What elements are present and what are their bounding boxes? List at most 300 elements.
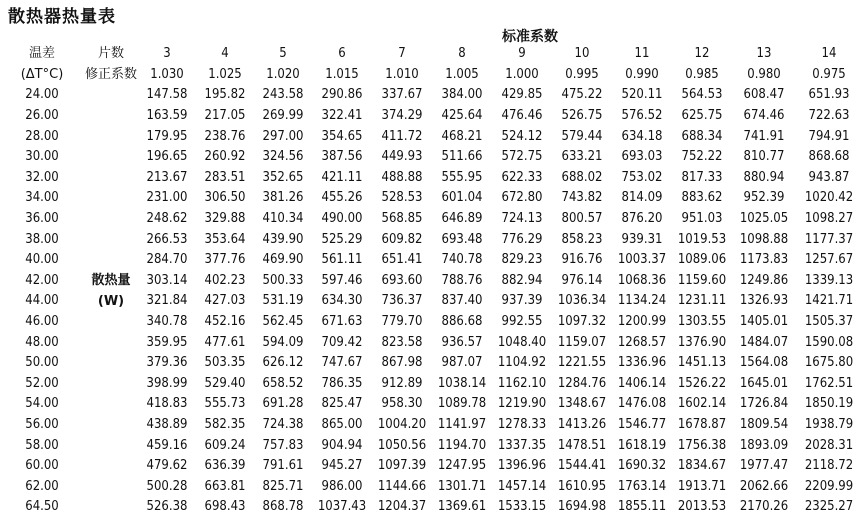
heat-value-cell: 868.78 xyxy=(262,499,304,515)
pieces-count-cell: 3 xyxy=(163,46,171,62)
heat-value-cell: 693.48 xyxy=(441,231,483,247)
heat-value-cell: 384.00 xyxy=(441,87,483,103)
heat-value-cell: 195.82 xyxy=(204,87,246,103)
temp-diff-cell: 62.00 xyxy=(25,478,59,494)
heat-value-cell: 1249.86 xyxy=(739,272,789,288)
heat-value-cell: 213.67 xyxy=(146,169,188,185)
heat-value-cell: 427.03 xyxy=(204,293,246,309)
heat-value-cell: 976.14 xyxy=(561,272,603,288)
pieces-count-cell: 11 xyxy=(634,46,650,62)
heat-value-cell: 1546.77 xyxy=(617,416,667,432)
heat-value-cell: 303.14 xyxy=(146,272,188,288)
heat-value-cell: 776.29 xyxy=(501,231,543,247)
heat-value-cell: 582.35 xyxy=(204,416,246,432)
heat-value-cell: 322.41 xyxy=(321,108,363,124)
table-row xyxy=(0,229,862,250)
heat-value-cell: 1037.43 xyxy=(317,499,367,515)
heat-value-cell: 468.21 xyxy=(441,128,483,144)
temp-diff-label: 温差 xyxy=(28,46,55,62)
heat-value-cell: 266.53 xyxy=(146,231,188,247)
heat-value-cell: 1038.14 xyxy=(437,375,487,391)
heat-value-cell: 379.36 xyxy=(146,355,188,371)
heat-value-cell: 601.04 xyxy=(441,190,483,206)
empty-cell xyxy=(84,85,138,106)
heat-value-cell: 886.68 xyxy=(441,314,483,330)
heat-value-cell: 321.84 xyxy=(146,293,188,309)
heat-value-cell: 1337.35 xyxy=(497,437,547,453)
heat-value-cell: 823.58 xyxy=(381,334,423,350)
heat-value-cell: 651.93 xyxy=(808,87,850,103)
heat-value-cell: 381.26 xyxy=(262,190,304,206)
heat-value-cell: 817.33 xyxy=(681,169,723,185)
heat-value-cell: 511.66 xyxy=(441,149,483,165)
heat-value-cell: 1159.60 xyxy=(677,272,727,288)
heat-value-cell: 374.29 xyxy=(381,108,423,124)
heat-value-cell: 418.83 xyxy=(146,396,188,412)
empty-cell xyxy=(84,168,138,189)
coefficient-cell: 1.010 xyxy=(385,66,419,82)
table-row xyxy=(0,188,862,209)
heat-value-cell: 2013.53 xyxy=(677,499,727,515)
heat-value-cell: 572.75 xyxy=(501,149,543,165)
heat-value-cell: 1376.90 xyxy=(677,334,727,350)
heat-value-cell: 402.23 xyxy=(204,272,246,288)
heat-value-cell: 992.55 xyxy=(501,314,543,330)
heat-value-cell: 1694.98 xyxy=(557,499,607,515)
temp-diff-cell: 48.00 xyxy=(25,334,59,350)
heat-value-cell: 698.43 xyxy=(204,499,246,515)
heat-value-cell: 398.99 xyxy=(146,375,188,391)
empty-cell xyxy=(84,415,138,436)
empty-cell xyxy=(84,229,138,250)
heat-value-cell: 672.80 xyxy=(501,190,543,206)
empty-cell xyxy=(84,147,138,168)
heat-value-cell: 359.95 xyxy=(146,334,188,350)
heat-value-cell: 1610.95 xyxy=(557,478,607,494)
table-row xyxy=(0,271,862,292)
pieces-count-cell: 8 xyxy=(458,46,466,62)
heat-value-cell: 1019.53 xyxy=(677,231,727,247)
table-row xyxy=(0,456,862,477)
pieces-label: 片数 xyxy=(97,46,124,62)
heat-value-cell: 1097.39 xyxy=(377,458,427,474)
heat-output-label: 散热量 xyxy=(91,273,131,289)
heat-value-cell: 410.34 xyxy=(262,211,304,227)
heat-value-cell: 1406.14 xyxy=(617,375,667,391)
heat-value-cell: 421.11 xyxy=(321,169,363,185)
heat-value-cell: 876.20 xyxy=(621,211,663,227)
table-row xyxy=(0,476,862,497)
heat-value-cell: 269.99 xyxy=(262,108,304,124)
heat-value-cell: 951.03 xyxy=(681,211,723,227)
heat-value-cell: 786.35 xyxy=(321,375,363,391)
heat-value-cell: 1303.55 xyxy=(677,314,727,330)
heat-value-cell: 883.62 xyxy=(681,190,723,206)
heat-value-cell: 340.78 xyxy=(146,314,188,330)
heat-value-cell: 1177.37 xyxy=(804,231,854,247)
heat-value-cell: 743.82 xyxy=(561,190,603,206)
heat-value-cell: 825.47 xyxy=(321,396,363,412)
table-row xyxy=(0,353,862,374)
heat-value-cell: 674.46 xyxy=(743,108,785,124)
heat-value-cell: 622.33 xyxy=(501,169,543,185)
heat-value-cell: 438.89 xyxy=(146,416,188,432)
heat-value-cell: 337.67 xyxy=(381,87,423,103)
heat-value-cell: 1089.78 xyxy=(437,396,487,412)
heat-value-cell: 1348.67 xyxy=(557,396,607,412)
heat-value-cell: 791.61 xyxy=(262,458,304,474)
temp-diff-cell: 26.00 xyxy=(25,108,59,124)
heat-value-cell: 1421.71 xyxy=(804,293,854,309)
heat-value-cell: 651.41 xyxy=(381,252,423,268)
heat-value-cell: 1104.92 xyxy=(497,355,547,371)
temp-diff-cell: 58.00 xyxy=(25,437,59,453)
table-row xyxy=(0,106,862,127)
empty-cell xyxy=(84,188,138,209)
temp-diff-cell: 64.50 xyxy=(25,499,59,515)
heat-value-cell: 529.40 xyxy=(204,375,246,391)
heat-value-cell: 147.58 xyxy=(146,87,188,103)
coefficient-header-row xyxy=(0,65,862,86)
heat-value-cell: 943.87 xyxy=(808,169,850,185)
coefficient-cell: 1.015 xyxy=(325,66,359,82)
pieces-count-cell: 9 xyxy=(518,46,526,62)
heat-value-cell: 500.28 xyxy=(146,478,188,494)
heat-value-cell: 1834.67 xyxy=(677,458,727,474)
heat-value-cell: 1977.47 xyxy=(739,458,789,474)
heat-value-cell: 525.29 xyxy=(321,231,363,247)
heat-value-cell: 1036.34 xyxy=(557,293,607,309)
heat-value-cell: 243.58 xyxy=(262,87,304,103)
coefficient-cell: 1.000 xyxy=(505,66,539,82)
heat-value-cell: 663.81 xyxy=(204,478,246,494)
pieces-count-cell: 14 xyxy=(821,46,837,62)
heat-value-cell: 1326.93 xyxy=(739,293,789,309)
heat-value-cell: 1003.37 xyxy=(617,252,667,268)
heat-value-cell: 353.64 xyxy=(204,231,246,247)
heat-value-cell: 788.76 xyxy=(441,272,483,288)
heat-value-cell: 1505.37 xyxy=(804,314,854,330)
temp-diff-cell: 36.00 xyxy=(25,211,59,227)
table-row xyxy=(0,312,862,333)
heat-value-cell: 564.53 xyxy=(681,87,723,103)
coefficient-cell: 0.975 xyxy=(812,66,846,82)
temp-diff-cell: 52.00 xyxy=(25,375,59,391)
temp-diff-cell: 32.00 xyxy=(25,169,59,185)
heat-value-cell: 568.85 xyxy=(381,211,423,227)
heat-value-cell: 829.23 xyxy=(501,252,543,268)
empty-cell xyxy=(84,332,138,353)
heat-value-cell: 576.52 xyxy=(621,108,663,124)
standard-coefficient-header: 标准系数 xyxy=(502,29,558,45)
heat-value-cell: 1396.96 xyxy=(497,458,547,474)
empty-cell xyxy=(84,209,138,230)
heat-value-cell: 2170.26 xyxy=(739,499,789,515)
heat-value-cell: 693.60 xyxy=(381,272,423,288)
heat-value-cell: 868.68 xyxy=(808,149,850,165)
heat-value-cell: 1526.22 xyxy=(677,375,727,391)
heat-value-cell: 724.38 xyxy=(262,416,304,432)
heat-value-cell: 1134.24 xyxy=(617,293,667,309)
heat-value-cell: 1618.19 xyxy=(617,437,667,453)
heat-value-cell: 439.90 xyxy=(262,231,304,247)
heat-value-cell: 520.11 xyxy=(621,87,663,103)
heat-value-cell: 1200.99 xyxy=(617,314,667,330)
heat-value-cell: 231.00 xyxy=(146,190,188,206)
heat-value-cell: 1020.42 xyxy=(804,190,854,206)
temp-diff-cell: 50.00 xyxy=(25,355,59,371)
heat-value-cell: 1809.54 xyxy=(739,416,789,432)
pieces-count-cell: 7 xyxy=(398,46,406,62)
heat-value-cell: 1690.32 xyxy=(617,458,667,474)
heat-value-cell: 1726.84 xyxy=(739,396,789,412)
heat-value-cell: 625.75 xyxy=(681,108,723,124)
heat-value-cell: 500.33 xyxy=(262,272,304,288)
heat-value-cell: 329.88 xyxy=(204,211,246,227)
heat-value-cell: 1144.66 xyxy=(377,478,427,494)
heat-value-cell: 1762.51 xyxy=(804,375,854,391)
heat-value-cell: 609.24 xyxy=(204,437,246,453)
heat-value-cell: 1194.70 xyxy=(437,437,487,453)
heat-value-cell: 1478.51 xyxy=(557,437,607,453)
empty-cell xyxy=(84,353,138,374)
heat-value-cell: 916.76 xyxy=(561,252,603,268)
temp-diff-cell: 38.00 xyxy=(25,231,59,247)
coefficient-cell: 0.990 xyxy=(625,66,659,82)
heat-value-cell: 1413.26 xyxy=(557,416,607,432)
heat-value-cell: 1231.11 xyxy=(677,293,727,309)
heat-value-cell: 1068.36 xyxy=(617,272,667,288)
heat-value-cell: 736.37 xyxy=(381,293,423,309)
heat-value-cell: 1938.79 xyxy=(804,416,854,432)
table-row xyxy=(0,250,862,271)
empty-cell xyxy=(84,312,138,333)
heat-value-cell: 634.18 xyxy=(621,128,663,144)
table-row xyxy=(0,168,862,189)
heat-value-cell: 449.93 xyxy=(381,149,423,165)
heat-value-cell: 503.35 xyxy=(204,355,246,371)
coefficient-cell: 1.025 xyxy=(208,66,242,82)
heat-value-cell: 196.65 xyxy=(146,149,188,165)
coefficient-cell: 1.030 xyxy=(150,66,184,82)
heat-value-cell: 691.28 xyxy=(262,396,304,412)
heat-value-cell: 1336.96 xyxy=(617,355,667,371)
heat-value-cell: 952.39 xyxy=(743,190,785,206)
heat-value-cell: 1675.80 xyxy=(804,355,854,371)
heat-value-cell: 752.22 xyxy=(681,149,723,165)
empty-cell xyxy=(84,250,138,271)
table-row xyxy=(0,435,862,456)
heat-value-cell: 646.89 xyxy=(441,211,483,227)
heat-value-cell: 477.61 xyxy=(204,334,246,350)
heat-value-cell: 1405.01 xyxy=(739,314,789,330)
heat-value-cell: 936.57 xyxy=(441,334,483,350)
heat-value-cell: 459.16 xyxy=(146,437,188,453)
table-row xyxy=(0,332,862,353)
temp-diff-cell: 56.00 xyxy=(25,416,59,432)
empty-cell xyxy=(84,394,138,415)
heat-value-cell: 2209.99 xyxy=(804,478,854,494)
temp-diff-cell: 30.00 xyxy=(25,149,59,165)
empty-cell xyxy=(84,106,138,127)
table-row xyxy=(0,85,862,106)
heat-value-cell: 479.62 xyxy=(146,458,188,474)
temp-diff-cell: 54.00 xyxy=(25,396,59,412)
temp-diff-cell: 34.00 xyxy=(25,190,59,206)
heat-value-cell: 1850.19 xyxy=(804,396,854,412)
coefficient-label: 修正系数 xyxy=(84,66,137,82)
heat-value-cell: 671.63 xyxy=(321,314,363,330)
heat-value-cell: 411.72 xyxy=(381,128,423,144)
heat-value-cell: 814.09 xyxy=(621,190,663,206)
heat-value-cell: 476.46 xyxy=(501,108,543,124)
heat-value-cell: 1268.57 xyxy=(617,334,667,350)
heat-value-cell: 469.90 xyxy=(262,252,304,268)
heat-value-cell: 1602.14 xyxy=(677,396,727,412)
heat-value-cell: 794.91 xyxy=(808,128,850,144)
heat-value-cell: 425.64 xyxy=(441,108,483,124)
heat-value-cell: 1645.01 xyxy=(739,375,789,391)
heat-value-cell: 1339.13 xyxy=(804,272,854,288)
heat-value-cell: 1284.76 xyxy=(557,375,607,391)
heat-value-cell: 688.34 xyxy=(681,128,723,144)
heat-value-cell: 1089.06 xyxy=(677,252,727,268)
heat-value-cell: 865.00 xyxy=(321,416,363,432)
heat-value-cell: 2118.72 xyxy=(804,458,854,474)
pieces-header-row xyxy=(0,44,862,65)
table-row xyxy=(0,126,862,147)
heat-value-cell: 1004.20 xyxy=(377,416,427,432)
heat-value-cell: 740.78 xyxy=(441,252,483,268)
heat-value-cell: 810.77 xyxy=(743,149,785,165)
heat-value-cell: 724.13 xyxy=(501,211,543,227)
heat-value-cell: 1476.08 xyxy=(617,396,667,412)
heat-value-cell: 526.38 xyxy=(146,499,188,515)
heat-value-cell: 1893.09 xyxy=(739,437,789,453)
heat-value-cell: 722.63 xyxy=(808,108,850,124)
heat-value-cell: 912.89 xyxy=(381,375,423,391)
heat-value-cell: 688.02 xyxy=(561,169,603,185)
heat-value-cell: 284.70 xyxy=(146,252,188,268)
heat-value-cell: 1162.10 xyxy=(497,375,547,391)
heat-value-cell: 1763.14 xyxy=(617,478,667,494)
heat-value-cell: 1533.15 xyxy=(497,499,547,515)
heat-value-cell: 238.76 xyxy=(204,128,246,144)
empty-cell xyxy=(84,456,138,477)
heat-value-cell: 937.39 xyxy=(501,293,543,309)
empty-cell xyxy=(84,476,138,497)
heat-value-cell: 352.65 xyxy=(262,169,304,185)
heat-value-cell: 555.95 xyxy=(441,169,483,185)
heat-value-cell: 1219.90 xyxy=(497,396,547,412)
heat-value-cell: 1564.08 xyxy=(739,355,789,371)
coefficient-cell: 0.980 xyxy=(747,66,781,82)
heat-value-cell: 597.46 xyxy=(321,272,363,288)
heat-value-cell: 1025.05 xyxy=(739,211,789,227)
heat-value-cell: 1484.07 xyxy=(739,334,789,350)
page-title: 散热器热量表 xyxy=(8,7,116,27)
heat-value-cell: 626.12 xyxy=(262,355,304,371)
heat-value-cell: 1590.08 xyxy=(804,334,854,350)
heat-value-cell: 658.52 xyxy=(262,375,304,391)
temp-diff-cell: 28.00 xyxy=(25,128,59,144)
heat-value-cell: 986.00 xyxy=(321,478,363,494)
temp-diff-cell: 60.00 xyxy=(25,458,59,474)
pieces-count-cell: 10 xyxy=(574,46,590,62)
pieces-count-cell: 12 xyxy=(694,46,710,62)
heat-value-cell: 633.21 xyxy=(561,149,603,165)
heat-value-cell: 800.57 xyxy=(561,211,603,227)
temp-unit-label: (ΔT°C) xyxy=(20,66,64,82)
heat-value-cell: 1678.87 xyxy=(677,416,727,432)
heat-value-cell: 524.12 xyxy=(501,128,543,144)
heat-value-cell: 608.47 xyxy=(743,87,785,103)
heat-value-cell: 1278.33 xyxy=(497,416,547,432)
heat-value-cell: 1247.95 xyxy=(437,458,487,474)
coefficient-cell: 0.995 xyxy=(565,66,599,82)
heat-value-cell: 880.94 xyxy=(743,169,785,185)
heat-output-table xyxy=(0,44,862,518)
heat-value-cell: 1457.14 xyxy=(497,478,547,494)
heat-value-cell: 1369.61 xyxy=(437,499,487,515)
heat-value-cell: 248.62 xyxy=(146,211,188,227)
heat-value-cell: 429.85 xyxy=(501,87,543,103)
pieces-count-cell: 6 xyxy=(338,46,346,62)
heat-value-cell: 260.92 xyxy=(204,149,246,165)
table-row xyxy=(0,374,862,395)
coefficient-cell: 0.985 xyxy=(685,66,719,82)
heat-value-cell: 526.75 xyxy=(561,108,603,124)
heat-value-cell: 747.67 xyxy=(321,355,363,371)
coefficient-cell: 1.005 xyxy=(445,66,479,82)
heat-value-cell: 531.19 xyxy=(262,293,304,309)
heat-value-cell: 1257.67 xyxy=(804,252,854,268)
heat-value-cell: 217.05 xyxy=(204,108,246,124)
table-row xyxy=(0,147,862,168)
heat-value-cell: 825.71 xyxy=(262,478,304,494)
heat-value-cell: 1544.41 xyxy=(557,458,607,474)
heat-value-cell: 1098.27 xyxy=(804,211,854,227)
heat-output-unit: (W) xyxy=(97,293,125,309)
heat-value-cell: 377.76 xyxy=(204,252,246,268)
table-row xyxy=(0,415,862,436)
heat-value-cell: 1301.71 xyxy=(437,478,487,494)
heat-value-cell: 1756.38 xyxy=(677,437,727,453)
heat-value-cell: 562.45 xyxy=(262,314,304,330)
heat-value-cell: 2062.66 xyxy=(739,478,789,494)
pieces-count-cell: 5 xyxy=(279,46,287,62)
heat-value-cell: 1048.40 xyxy=(497,334,547,350)
heat-value-cell: 693.03 xyxy=(621,149,663,165)
heat-value-cell: 528.53 xyxy=(381,190,423,206)
heat-value-cell: 609.82 xyxy=(381,231,423,247)
heat-value-cell: 179.95 xyxy=(146,128,188,144)
heat-value-cell: 837.40 xyxy=(441,293,483,309)
heat-value-cell: 354.65 xyxy=(321,128,363,144)
temp-diff-cell: 24.00 xyxy=(25,87,59,103)
heat-value-cell: 1855.11 xyxy=(617,499,667,515)
heat-value-cell: 1204.37 xyxy=(377,499,427,515)
heat-value-cell: 475.22 xyxy=(561,87,603,103)
heat-value-cell: 490.00 xyxy=(321,211,363,227)
table-row xyxy=(0,291,862,312)
heat-value-cell: 1159.07 xyxy=(557,334,607,350)
temp-diff-cell: 44.00 xyxy=(25,293,59,309)
empty-cell xyxy=(84,435,138,456)
heat-value-cell: 858.23 xyxy=(561,231,603,247)
heat-value-cell: 452.16 xyxy=(204,314,246,330)
heat-value-cell: 634.30 xyxy=(321,293,363,309)
